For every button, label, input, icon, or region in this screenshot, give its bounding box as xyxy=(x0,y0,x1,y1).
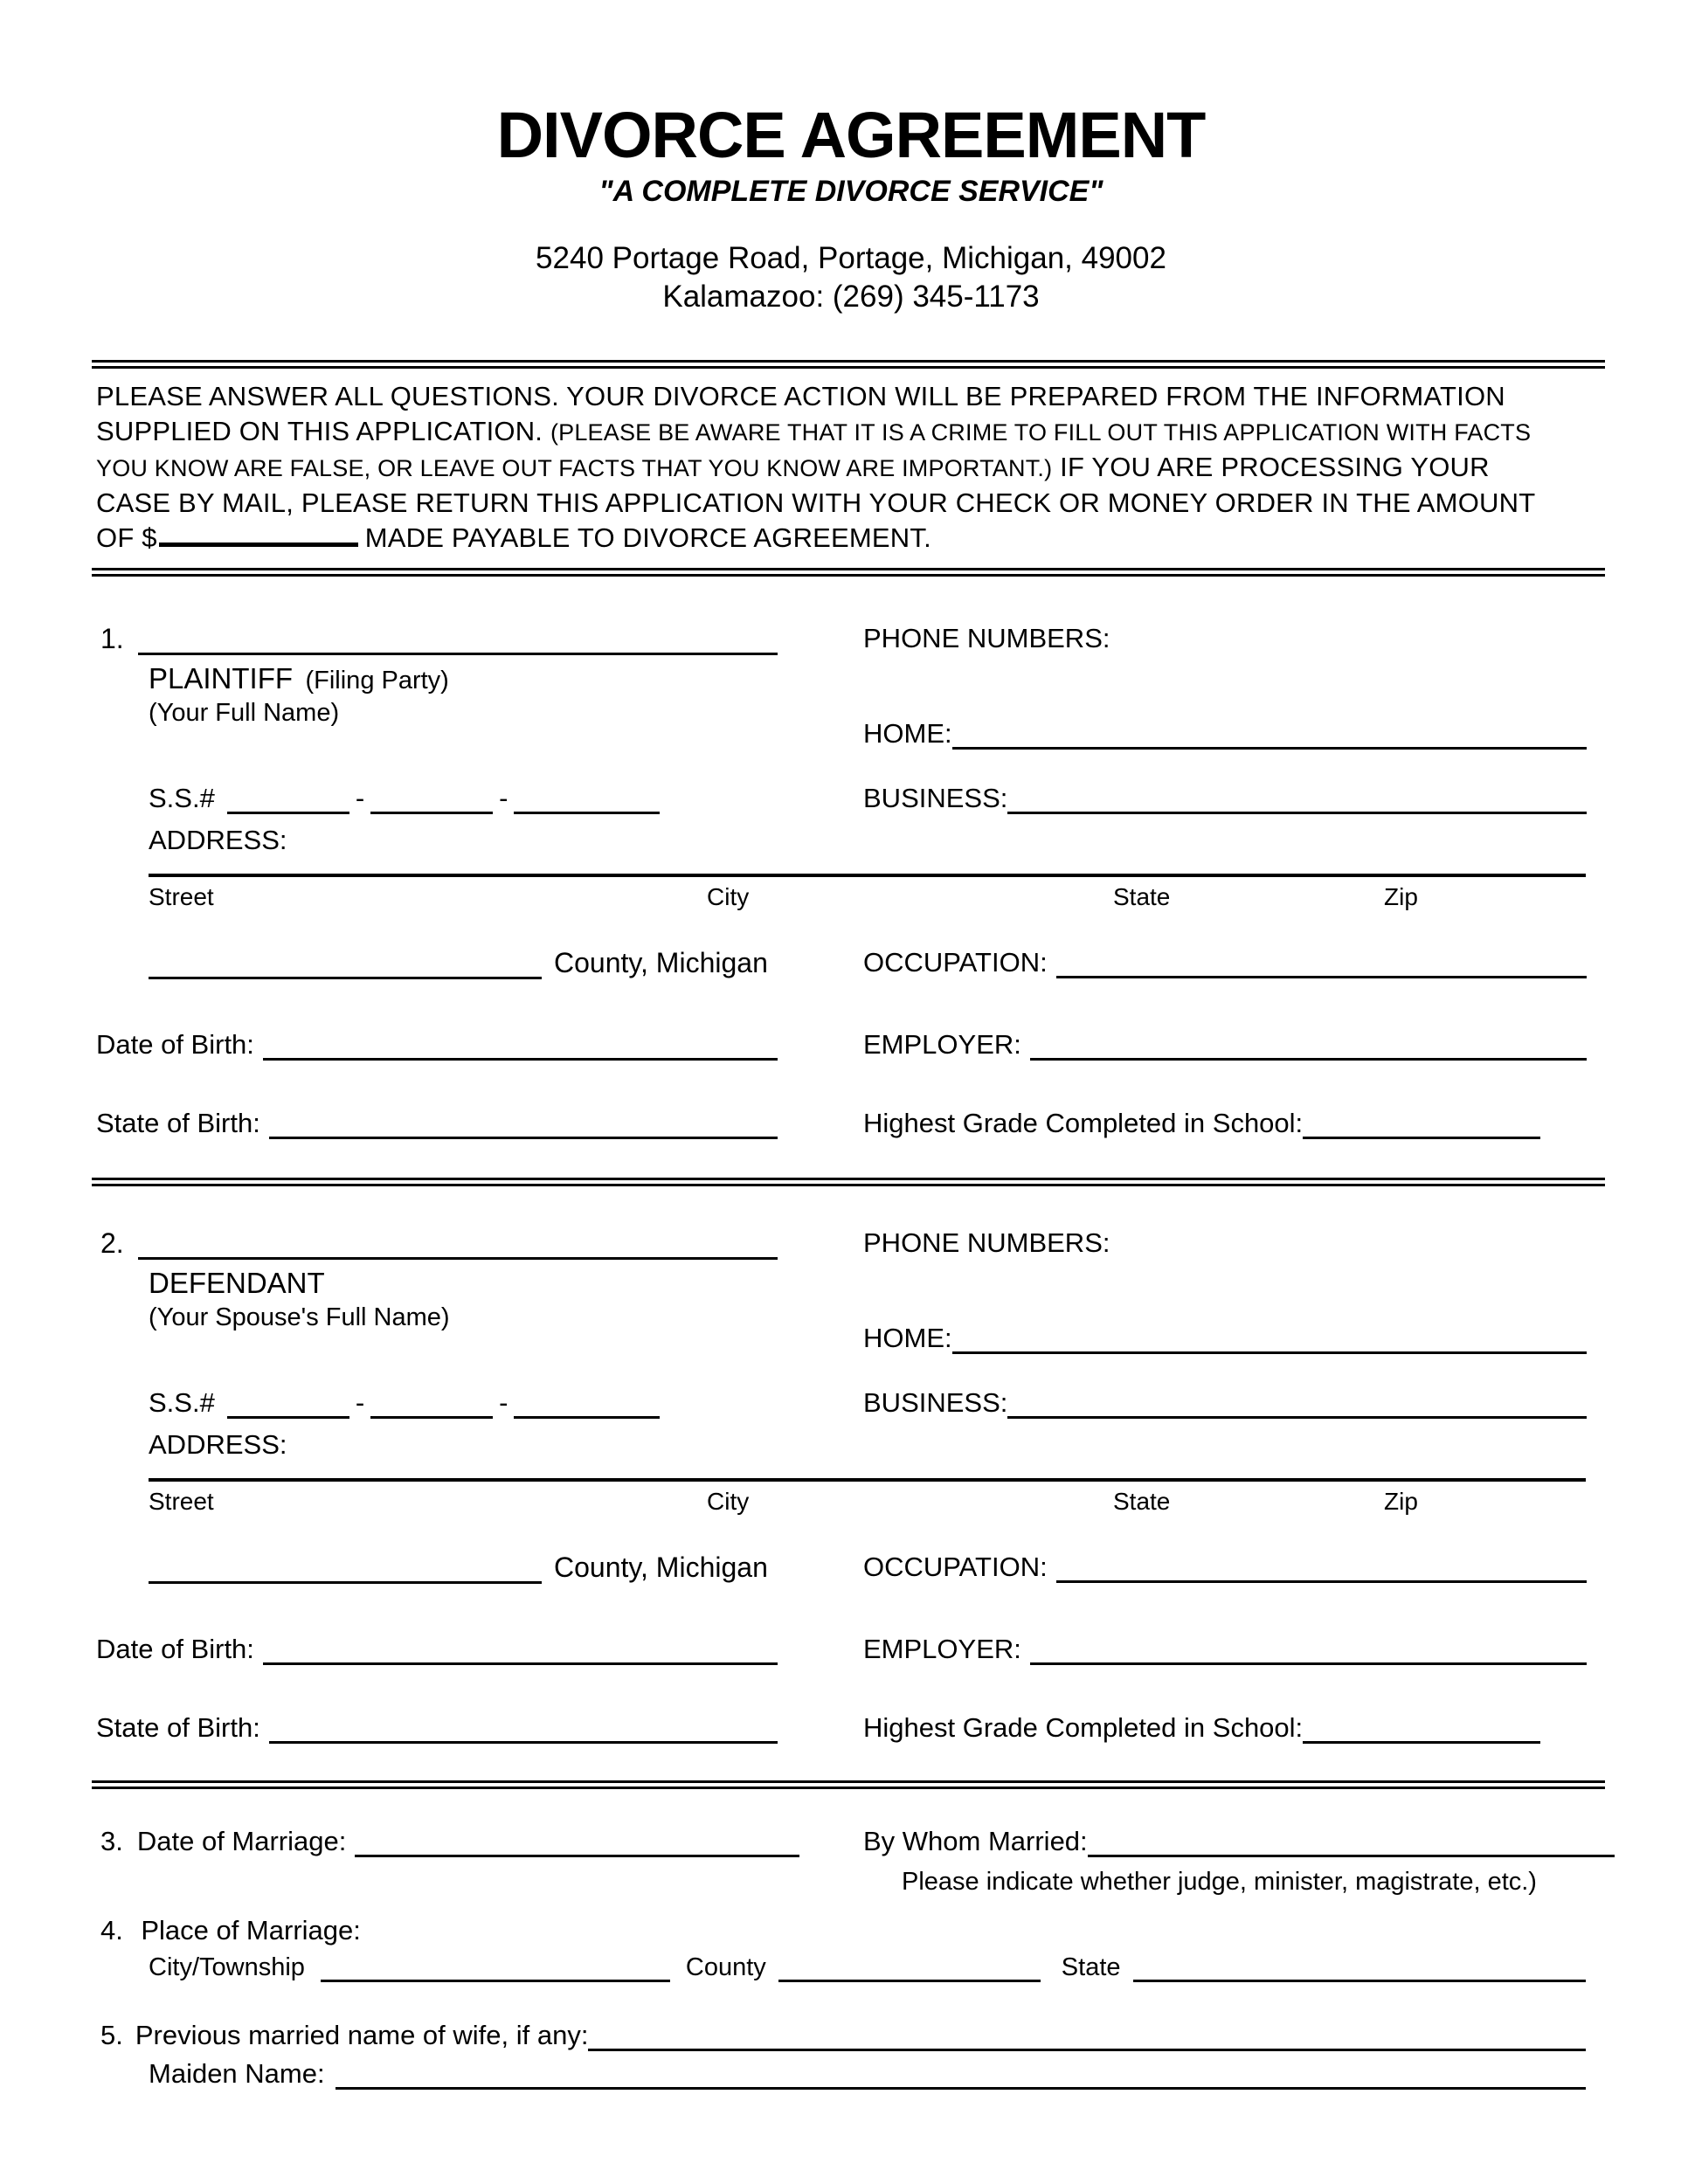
p1-zip-label: Zip xyxy=(1384,883,1418,910)
p2-county-blank[interactable] xyxy=(149,1576,542,1584)
p1-employer-row xyxy=(863,1029,1587,1061)
p1-business-row xyxy=(863,783,1587,814)
q5-number: 5. xyxy=(100,2020,123,2050)
previous-name-label: Previous married name of wife, if any: xyxy=(135,2020,589,2050)
p1-employer-blank[interactable] xyxy=(1030,1053,1587,1061)
p1-sob-blank[interactable] xyxy=(269,1131,778,1139)
p1-address-blank[interactable] xyxy=(149,874,1586,877)
q3-date-label: Date of Marriage: xyxy=(136,1826,347,1856)
p1-ssn-blank-2[interactable] xyxy=(370,806,493,814)
maiden-name-blank[interactable] xyxy=(336,2082,1586,2090)
p2-role-line xyxy=(149,1267,334,1300)
page-title: DIVORCE AGREEMENT xyxy=(496,99,1206,171)
p2-name-blank[interactable] xyxy=(138,1252,778,1260)
p2-ssn-dash-2: - xyxy=(499,1387,508,1418)
marriage-county-label: County xyxy=(685,1953,766,1981)
address-line-2: Kalamazoo: (269) 345-1173 xyxy=(662,280,1040,314)
p2-ssn-row xyxy=(149,1387,660,1419)
marriage-county-blank[interactable] xyxy=(778,1974,1041,1982)
rule-top xyxy=(92,360,1605,369)
p2-ssn-blank-1[interactable] xyxy=(227,1411,349,1419)
p1-grade-label: Highest Grade Completed in School: xyxy=(863,1108,1304,1138)
city-township-label: City/Township xyxy=(149,1953,305,1981)
instructions-seg4: MADE PAYABLE TO DIVORCE AGREEMENT. xyxy=(364,522,931,553)
p2-address-blank[interactable] xyxy=(149,1478,1586,1482)
p2-occupation-blank[interactable] xyxy=(1056,1575,1587,1583)
marriage-state-label: State xyxy=(1061,1953,1121,1981)
p1-ssn-blank-1[interactable] xyxy=(227,806,349,814)
p1-home-row xyxy=(863,718,1587,750)
p1-sob-row xyxy=(96,1108,778,1139)
p1-dob-label: Date of Birth: xyxy=(96,1029,254,1060)
p1-dob-row xyxy=(96,1029,778,1061)
p2-business-blank[interactable] xyxy=(1007,1411,1587,1419)
p2-ssn-dash-1: - xyxy=(355,1387,365,1418)
p1-name-row xyxy=(100,623,778,655)
p1-employer-label: EMPLOYER: xyxy=(863,1029,1021,1060)
q4-place-row xyxy=(100,1915,361,1946)
p1-street-label: Street xyxy=(149,883,214,910)
p1-city-label: City xyxy=(707,883,750,910)
p1-phone-header: PHONE NUMBERS: xyxy=(863,623,1110,653)
p1-ssn-dash-2: - xyxy=(499,783,508,813)
p2-dob-label: Date of Birth: xyxy=(96,1634,254,1664)
p2-dob-blank[interactable] xyxy=(263,1657,778,1665)
p2-ssn-blank-3[interactable] xyxy=(514,1411,660,1419)
q4-location-row xyxy=(149,1953,1586,1982)
p2-street-label: Street xyxy=(149,1488,214,1515)
p2-occupation-row xyxy=(863,1552,1587,1583)
p2-ssn-label: S.S.# xyxy=(149,1387,215,1418)
p2-name-hint: (Your Spouse's Full Name) xyxy=(149,1303,450,1331)
rule-instructions-bottom xyxy=(92,568,1605,577)
p1-item-number: 1. xyxy=(100,623,124,654)
p2-county-suffix: County, Michigan xyxy=(554,1552,768,1583)
rule-section-1-2 xyxy=(92,1178,1605,1186)
p2-business-row xyxy=(863,1387,1587,1419)
p2-grade-label: Highest Grade Completed in School: xyxy=(863,1712,1304,1743)
date-of-marriage-blank[interactable] xyxy=(355,1849,799,1857)
p1-sob-label: State of Birth: xyxy=(96,1108,260,1138)
address-line-1: 5240 Portage Road, Portage, Michigan, 49002 xyxy=(536,241,1166,275)
rule-section-2-3 xyxy=(92,1780,1605,1789)
p2-home-row xyxy=(863,1323,1587,1354)
p2-employer-blank[interactable] xyxy=(1030,1657,1587,1665)
p1-county-row xyxy=(149,947,813,979)
p2-home-label: HOME: xyxy=(863,1323,952,1353)
p1-business-blank[interactable] xyxy=(1007,806,1587,814)
q4-number: 4. xyxy=(100,1915,123,1946)
q5-maiden-name-row xyxy=(149,2058,1586,2090)
p2-grade-row xyxy=(863,1712,1540,1744)
city-township-blank[interactable] xyxy=(321,1974,670,1982)
q5-previous-name-row xyxy=(100,2020,1586,2051)
instructions-seg2: (PLEASE BE AWARE THAT IT IS A CRIME TO FILL OUT THIS APPLICATION WITH FACTS YOU KNOW ARE FALSE, OR LEAVE OUT FACTS THAT YOU KNOW ARE IMPORTANT.) xyxy=(96,419,1532,481)
previous-name-blank[interactable] xyxy=(588,2043,1586,2051)
p1-business-label: BUSINESS: xyxy=(863,783,1008,813)
p2-dob-row xyxy=(96,1634,778,1665)
p2-county-row xyxy=(149,1552,813,1584)
p2-item-number: 2. xyxy=(100,1227,124,1259)
p2-employer-row xyxy=(863,1634,1587,1665)
p1-ssn-blank-3[interactable] xyxy=(514,806,660,814)
p2-role-label: DEFENDANT xyxy=(149,1267,325,1299)
p1-ssn-dash-1: - xyxy=(355,783,365,813)
p1-home-label: HOME: xyxy=(863,718,952,749)
p2-business-label: BUSINESS: xyxy=(863,1387,1008,1418)
marriage-state-blank[interactable] xyxy=(1133,1974,1586,1982)
p1-role-note: (Filing Party) xyxy=(305,667,449,695)
p1-home-blank[interactable] xyxy=(952,742,1587,750)
q4-place-label: Place of Marriage: xyxy=(141,1915,361,1946)
q3-date-row xyxy=(100,1826,799,1857)
p1-ssn-label: S.S.# xyxy=(149,783,215,813)
p2-ssn-blank-2[interactable] xyxy=(370,1411,493,1419)
p1-county-suffix: County, Michigan xyxy=(554,947,768,978)
p2-home-blank[interactable] xyxy=(952,1346,1587,1354)
p1-county-blank[interactable] xyxy=(149,971,542,979)
p1-role-label: PLAINTIFF xyxy=(149,662,294,695)
by-whom-married-hint: Please indicate whether judge, minister, magistrate, etc.) xyxy=(902,1868,1537,1896)
p2-city-label: City xyxy=(707,1488,750,1515)
p1-role-line xyxy=(149,662,449,695)
instructions-seg1: PLEASE ANSWER ALL QUESTIONS. YOUR DIVORCE ACTION WILL BE PREPARED FROM THE INFORMATION SUPPLIED ON THIS APPLICATION. xyxy=(96,381,1505,446)
p2-employer-label: EMPLOYER: xyxy=(863,1634,1021,1664)
p1-grade-row xyxy=(863,1108,1540,1139)
p2-grade-blank[interactable] xyxy=(1303,1736,1540,1744)
p1-occupation-label: OCCUPATION: xyxy=(863,947,1048,978)
p2-occupation-label: OCCUPATION: xyxy=(863,1552,1048,1582)
p1-name-hint: (Your Full Name) xyxy=(149,699,340,727)
p1-grade-blank[interactable] xyxy=(1303,1131,1540,1139)
p1-occupation-blank[interactable] xyxy=(1056,971,1587,978)
p2-sob-row xyxy=(96,1712,778,1744)
instructions-paragraph xyxy=(96,379,1562,556)
p2-name-row xyxy=(100,1227,778,1260)
page-subtitle: "A COMPLETE DIVORCE SERVICE" xyxy=(598,175,1103,208)
p2-state-label: State xyxy=(1113,1488,1171,1515)
p1-ssn-row xyxy=(149,783,660,814)
p2-zip-label: Zip xyxy=(1384,1488,1418,1515)
p1-occupation-row xyxy=(863,947,1587,978)
by-whom-married-blank[interactable] xyxy=(1088,1849,1615,1857)
p2-address-label: ADDRESS: xyxy=(149,1429,287,1460)
p1-state-label: State xyxy=(1113,883,1171,910)
p2-sob-label: State of Birth: xyxy=(96,1712,260,1743)
p1-dob-blank[interactable] xyxy=(263,1053,778,1061)
p2-sob-blank[interactable] xyxy=(269,1736,778,1744)
amount-blank[interactable] xyxy=(159,543,358,547)
maiden-name-label: Maiden Name: xyxy=(149,2058,325,2089)
p2-phone-header: PHONE NUMBERS: xyxy=(863,1227,1110,1258)
p1-address-label: ADDRESS: xyxy=(149,825,287,855)
by-whom-married-label: By Whom Married: xyxy=(863,1826,1088,1856)
q3-number: 3. xyxy=(100,1826,123,1856)
instructions-seg3: IF YOU ARE PROCESSING YOUR CASE BY MAIL, PLEASE RETURN THIS APPLICATION WITH YOUR CHECK OR MONEY ORDER IN THE AMOUNT OF $ xyxy=(96,452,1535,553)
p1-name-blank[interactable] xyxy=(138,647,778,655)
q3-by-whom-row xyxy=(863,1826,1615,1857)
